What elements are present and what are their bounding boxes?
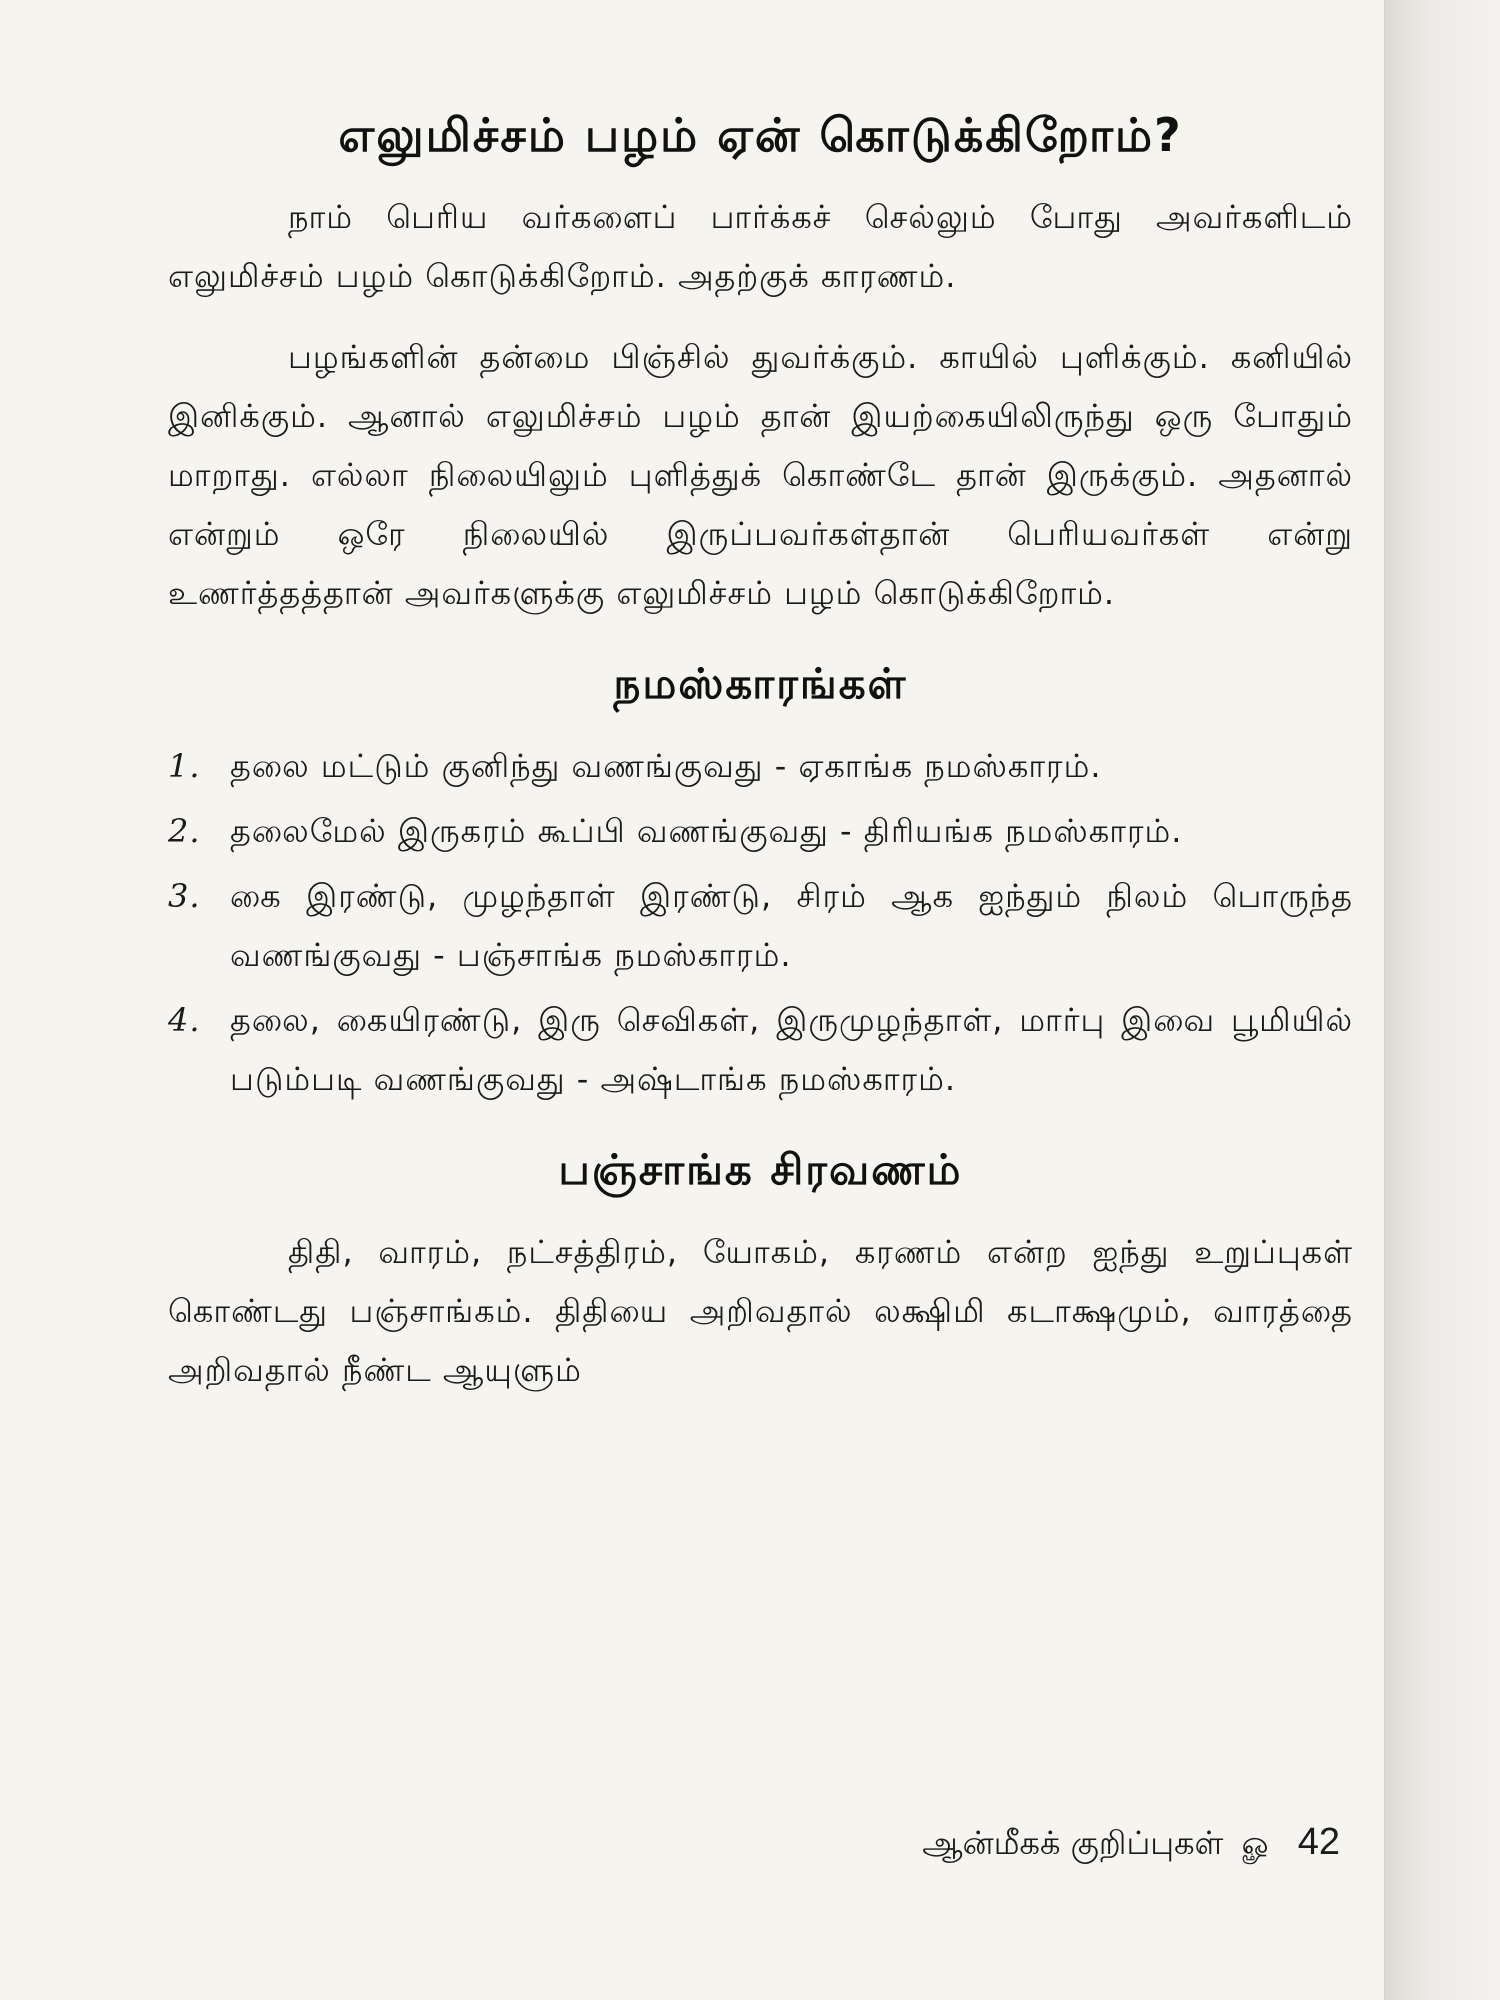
- page-number: 42: [1297, 1821, 1340, 1863]
- section-heading-namaskarangal: நமஸ்காரங்கள்: [613, 659, 908, 708]
- book-title: ஆன்மீகக் குறிப்புகள்: [922, 1824, 1224, 1862]
- list-item-number: 2.: [168, 812, 201, 850]
- section-heading-panchanga-sravanam: பஞ்சாங்க சிரவணம்: [558, 1145, 963, 1194]
- list-item-text: தலை மட்டும் குனிந்து வணங்குவது - ஏகாங்க நமஸ்காரம்.: [230, 747, 1102, 785]
- page-title: எலுமிச்சம் பழம் ஏன் கொடுக்கிறோம்?: [338, 108, 1183, 162]
- list-item: [168, 802, 1353, 861]
- paragraph: நாம் பெரிய வர்களைப் பார்க்கச் செல்லும் போது அவர்களிடம் எலுமிச்சம் பழம் கொடுக்கிறோம். அதற்குக் காரணம்.: [168, 198, 1353, 295]
- list-item-number: 4.: [168, 1001, 201, 1039]
- paragraph: திதி, வாரம், நட்சத்திரம், யோகம், கரணம் என்ற ஐந்து உறுப்புகள் கொண்டது பஞ்சாங்கம். திதியை அறிவதால் லக்ஷிமி கடாக்ஷமும், வாரத்தை அறிவதால் நீண்ட ஆயுளும்: [168, 1233, 1353, 1389]
- page-footer: [800, 1818, 1340, 1867]
- list-item-text: தலை, கையிரண்டு, இரு செவிகள், இருமுழந்தாள், மார்பு இவை பூமியில் படும்படி வணங்குவது - அஷ்டாங்க நமஸ்காரம்.: [230, 1001, 1353, 1098]
- list-item-text: கை இரண்டு, முழந்தாள் இரண்டு, சிரம் ஆக ஐந்தும் நிலம் பொருந்த வணங்குவது - பஞ்சாங்க நமஸ்காரம்.: [230, 877, 1353, 974]
- list-item: [168, 867, 1353, 985]
- list-item: [168, 991, 1353, 1109]
- list-item: [168, 737, 1353, 796]
- list-item-number: 3.: [168, 877, 201, 915]
- om-icon: ௐ: [1241, 1824, 1274, 1862]
- list-item-number: 1.: [168, 747, 201, 785]
- book-page-edge: [1385, 0, 1500, 2000]
- namaskara-list: [168, 737, 1353, 1109]
- page-content: [168, 100, 1353, 1422]
- paragraph: பழங்களின் தன்மை பிஞ்சில் துவர்க்கும். காயில் புளிக்கும். கனியில் இனிக்கும். ஆனால் எலுமிச்சம் பழம் தான் இயற்கையிலிருந்து ஒரு போதும் மாறாது. எல்லா நிலையிலும் புளித்துக் கொண்டே தான் இருக்கும். அதனால் என்றும் ஒரே நிலையில் இருப்பவர்கள்தான் பெரியவர்கள் என்று உணர்த்தத்தான் அவர்களுக்கு எலுமிச்சம் பழம் கொடுக்கிறோம்.: [168, 338, 1353, 612]
- list-item-text: தலைமேல் இருகரம் கூப்பி வணங்குவது - திரியங்க நமஸ்காரம்.: [230, 812, 1183, 850]
